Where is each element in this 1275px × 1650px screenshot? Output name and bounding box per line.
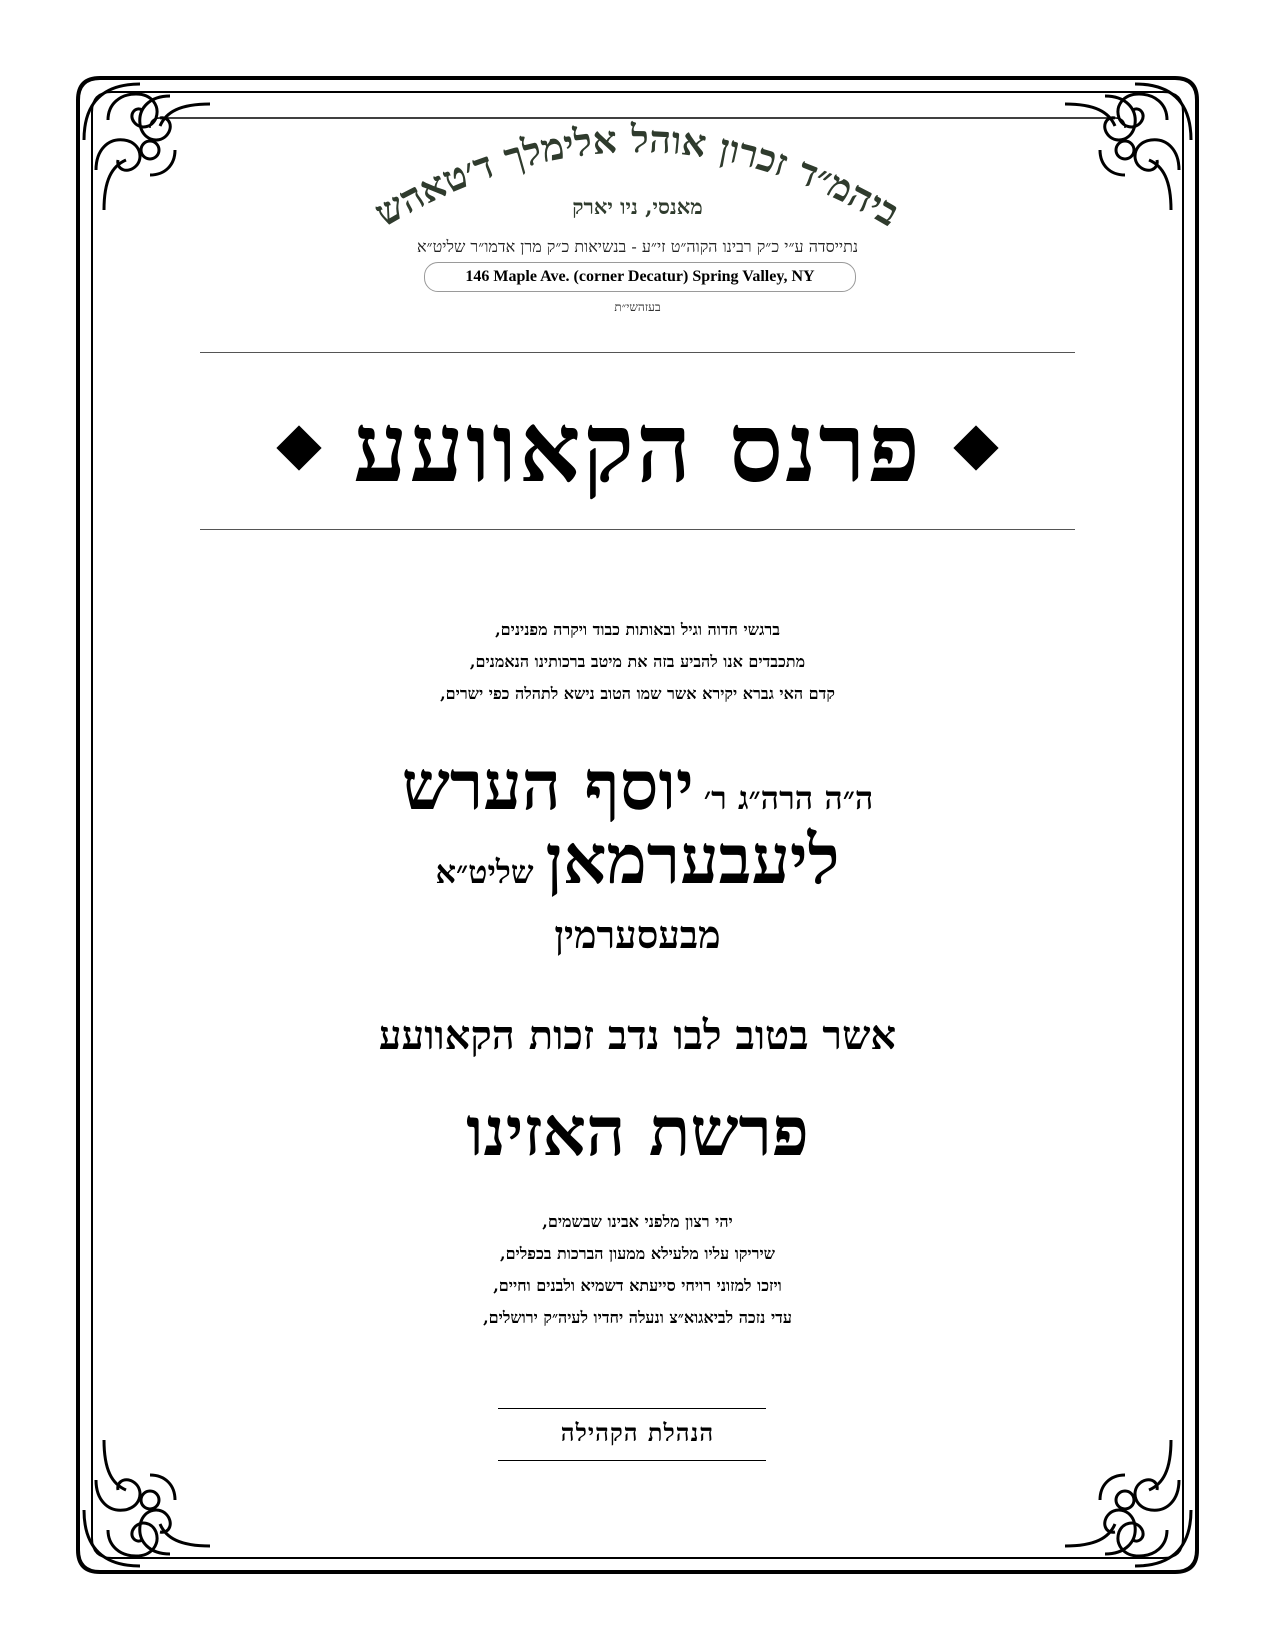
blessing-line: ויזכו למזוני רויחי סייעתא דשמיא ולבנים וחיים, [493, 1276, 782, 1295]
honoree-first-line [0, 746, 1275, 826]
page-title: פרנס הקאוועע [353, 391, 922, 504]
founded-line: נתייסדה ע״י כ״ק רבינו הקוה״ט זי״ע - בנשיאות כ״ק מרן אדמו״ר שליט״א [416, 237, 859, 256]
blessing-line: יהי רצון מלפני אבינו שבשמים, [542, 1212, 733, 1231]
location-line: מאנסי, ניו יארק [572, 194, 703, 219]
parsha-name: פרשת האזינו [466, 1092, 809, 1172]
blessing-line: עדי נזכה לביאגוא״צ ונעלה יחדיו לעיה״ק ירושלים, [483, 1308, 792, 1327]
congregation-name: ביהמ״ד זכרון אוהל אלימלך ד׳טאהש [366, 115, 908, 236]
intro-text [0, 614, 1275, 710]
honoree-first-name: יוסף הערש [401, 746, 694, 826]
intro-line: ברגשי חדוה וגיל ובאותות כבוד ויקרה מפנינים, [495, 620, 780, 639]
diamond-ornament-right [953, 425, 998, 470]
blessing-line: שיריקו עליו מלעילא ממעון הברכות בכפלים, [500, 1244, 775, 1263]
intro-line: מתכבדים אנו להביע בזה את מיטב ברכותינו הנאמנים, [469, 652, 806, 671]
diamond-ornament-left [277, 425, 322, 470]
honoree-second-line [0, 820, 1275, 900]
title-divider [200, 529, 1075, 530]
signature-rule-bottom [498, 1460, 766, 1461]
title-row [0, 388, 1275, 508]
signature: הנהלת הקהילה [560, 1418, 715, 1447]
address-badge: 146 Maple Ave. (corner Decatur) Spring Valley, NY [424, 262, 856, 292]
intro-line: קדם האי גברא יקירא אשר שמו הטוב נישא לתהלה כפי ישרים, [440, 684, 835, 703]
honoree-honorific: ה״ה הרה״ג ר׳ [703, 779, 874, 817]
honoree-origin: מבעסערמין [554, 912, 721, 957]
honoree-last-name: ליעבערמאן [545, 820, 840, 900]
signature-rule-top [498, 1408, 766, 1409]
blessing-text [0, 1206, 1275, 1334]
top-divider [200, 352, 1075, 353]
honoree-suffix: שליט״א [435, 853, 534, 891]
donation-line: אשר בטוב לבו נדב זכות הקאוועע [378, 1012, 897, 1059]
besiyata-text: בעזהשי״ת [614, 300, 661, 314]
